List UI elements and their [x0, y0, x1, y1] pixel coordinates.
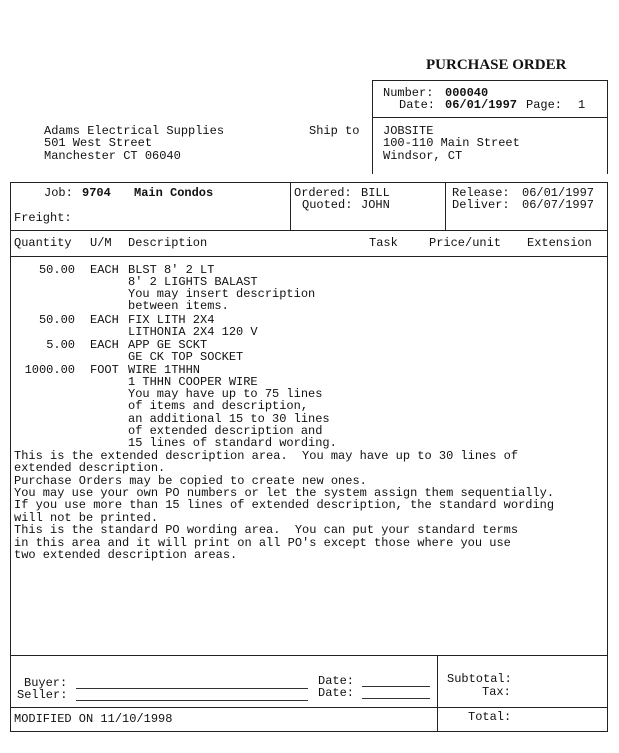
ship-to-line1: JOBSITE — [383, 124, 434, 138]
buyer-date-label: Date: — [318, 674, 355, 688]
note-line: extended description. — [14, 461, 166, 475]
col-header-extension: Extension — [527, 236, 592, 250]
job-col-divider-2 — [445, 182, 446, 231]
footer-top-border — [10, 655, 608, 656]
item-code: APP GE SCKT — [128, 338, 208, 352]
item-description-line: GE CK TOP SOCKET — [128, 350, 244, 364]
ship-to-line3: Windsor, CT — [383, 149, 463, 163]
seller-signature-line — [76, 700, 308, 701]
po-number: 000040 — [445, 86, 489, 100]
po-number-label: Number: — [383, 86, 434, 100]
document-title: PURCHASE ORDER — [426, 57, 567, 73]
modified-on: MODIFIED ON 11/10/1998 — [14, 712, 173, 726]
item-um: EACH — [90, 263, 119, 277]
page-number: 1 — [578, 98, 586, 112]
item-quantity: 5.00 — [46, 338, 75, 352]
item-quantity: 50.00 — [38, 263, 75, 277]
footer-bottom-border — [10, 731, 608, 732]
buyer-label: Buyer: — [24, 676, 68, 690]
item-description-line: 15 lines of standard wording. — [128, 436, 337, 450]
deliver-date: 06/07/1997 — [522, 198, 595, 212]
item-description-line: of items and description, — [128, 399, 309, 413]
footer-totals-divider — [437, 655, 438, 732]
ordered-label: Ordered: — [294, 186, 352, 200]
item-description-line: You may insert description — [128, 287, 316, 301]
release-label: Release: — [452, 186, 510, 200]
quoted-label: Quoted: — [302, 198, 353, 212]
col-header-price: Price/unit — [429, 236, 502, 250]
ship-to-label: Ship to — [309, 124, 360, 138]
page-label: Page: — [526, 98, 563, 112]
note-line: If you use more than 15 lines of extended description, the standard wording — [14, 498, 555, 512]
number-box-divider — [372, 117, 608, 118]
number-box-left-border — [372, 80, 373, 174]
ordered-value: BILL — [361, 186, 390, 200]
seller-label: Seller: — [17, 688, 68, 702]
number-box-right-border — [607, 80, 608, 174]
note-line: two extended description areas. — [14, 548, 238, 562]
number-box-top-border — [372, 80, 608, 81]
seller-date-line — [362, 698, 430, 699]
job-number: 9704 — [82, 186, 111, 200]
item-code: WIRE 1THHN — [128, 363, 201, 377]
note-line: This is the extended description area. You may have up to 30 lines of — [14, 449, 519, 463]
item-description-line: 1 THHN COOPER WIRE — [128, 375, 258, 389]
item-code: FIX LITH 2X4 — [128, 313, 215, 327]
job-box-bottom-border — [10, 230, 608, 231]
column-header-divider — [10, 256, 608, 257]
note-line: will not be printed. — [14, 511, 159, 525]
quoted-value: JOHN — [361, 198, 390, 212]
freight-label: Freight: — [14, 211, 72, 225]
job-box-top-border — [10, 182, 608, 183]
vendor-name: Adams Electrical Supplies — [44, 124, 225, 138]
item-um: FOOT — [90, 363, 119, 377]
buyer-date-line — [362, 686, 430, 687]
tax-label: Tax: — [482, 685, 511, 699]
item-description-line: LITHONIA 2X4 120 V — [128, 325, 258, 339]
item-um: EACH — [90, 338, 119, 352]
footer-modified-divider — [10, 707, 608, 708]
po-date: 06/01/1997 — [445, 98, 518, 112]
buyer-signature-line — [76, 688, 308, 689]
job-label: Job: — [44, 186, 73, 200]
po-date-label: Date: — [399, 98, 436, 112]
note-line: Purchase Orders may be copied to create new ones. — [14, 474, 367, 488]
ship-to-line2: 100-110 Main Street — [383, 136, 520, 150]
item-description-line: between items. — [128, 299, 229, 313]
item-description-line: of extended description and — [128, 424, 323, 438]
job-box-left-border — [10, 182, 11, 732]
job-box-right-border — [607, 182, 608, 732]
item-code: BLST 8' 2 LT — [128, 263, 215, 277]
col-header-task: Task — [369, 236, 398, 250]
note-line: This is the standard PO wording area. You can put your standard terms — [14, 523, 519, 537]
note-line: You may use your own PO numbers or let the system assign them sequentially. — [14, 486, 555, 500]
job-col-divider-1 — [290, 182, 291, 231]
job-name: Main Condos — [134, 186, 214, 200]
col-header-description: Description — [128, 236, 208, 250]
deliver-label: Deliver: — [452, 198, 510, 212]
seller-date-label: Date: — [318, 686, 355, 700]
vendor-city: Manchester CT 06040 — [44, 149, 181, 163]
item-quantity: 1000.00 — [24, 363, 75, 377]
subtotal-label: Subtotal: — [447, 672, 512, 686]
item-quantity: 50.00 — [38, 313, 75, 327]
vendor-street: 501 West Street — [44, 136, 153, 150]
item-um: EACH — [90, 313, 119, 327]
col-header-quantity: Quantity — [14, 236, 72, 250]
col-header-um: U/M — [90, 236, 112, 250]
release-date: 06/01/1997 — [522, 186, 595, 200]
item-description-line: 8' 2 LIGHTS BALAST — [128, 275, 258, 289]
item-description-line: You may have up to 75 lines — [128, 387, 323, 401]
note-line: in this area and it will print on all PO's except those where you use — [14, 536, 511, 550]
item-description-line: an additional 15 to 30 lines — [128, 412, 330, 426]
total-label: Total: — [468, 710, 512, 724]
